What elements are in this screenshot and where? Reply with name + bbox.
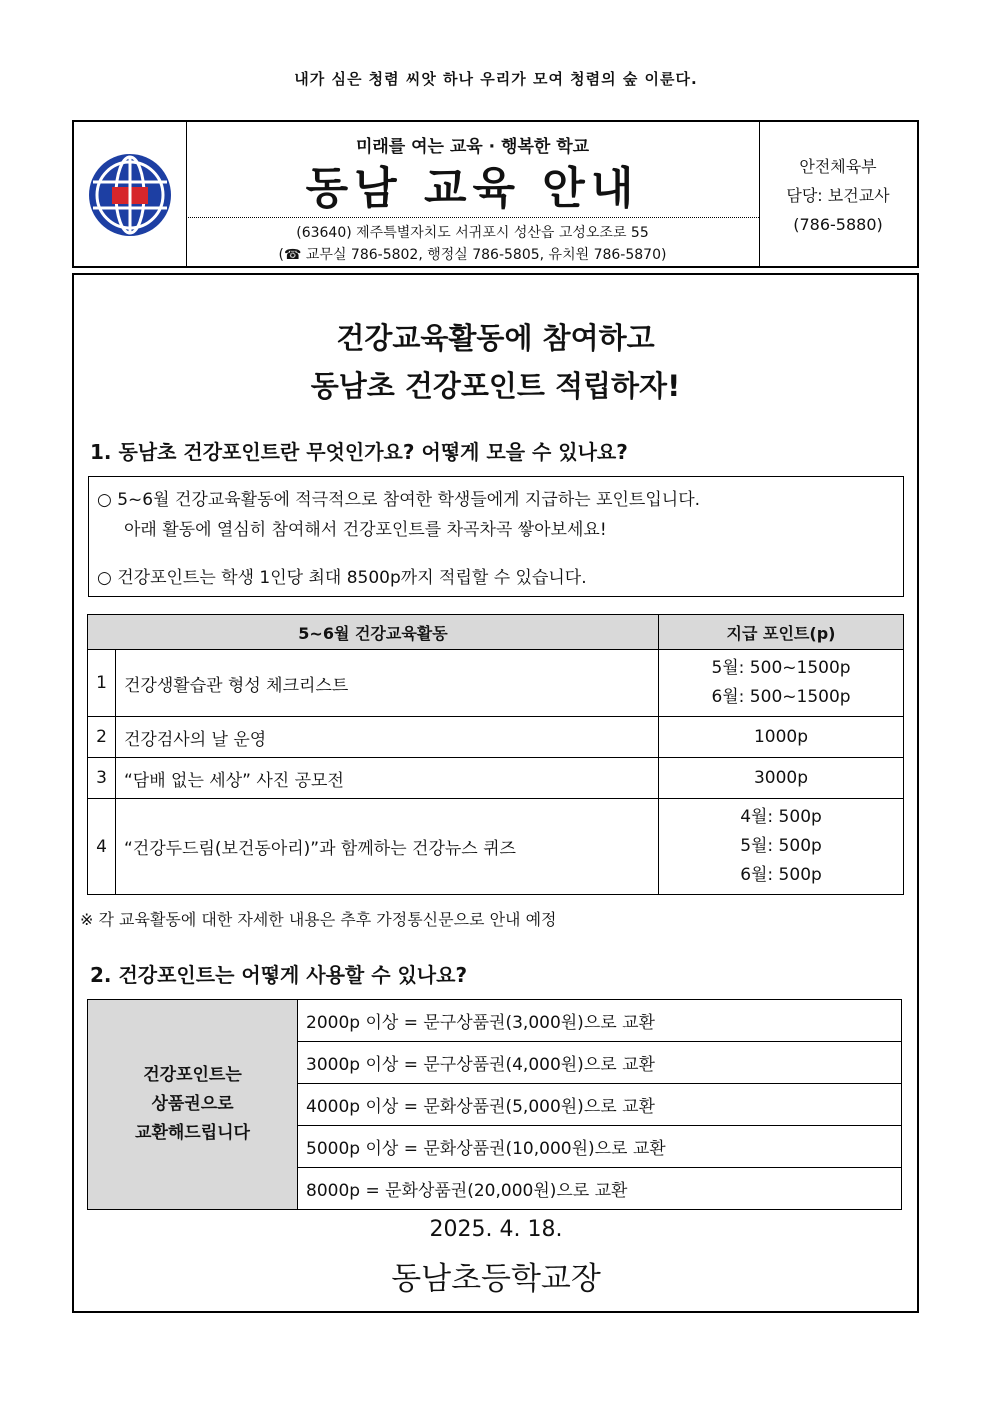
activity-points: 1000p <box>659 717 904 758</box>
activity-name: 건강검사의 날 운영 <box>116 717 659 758</box>
exchange-option: 3000p 이상 = 문구상품권(4,000원)으로 교환 <box>298 1042 902 1084</box>
row-number: 4 <box>88 799 116 895</box>
exchange-label: 건강포인트는 상품권으로 교환해드립니다 <box>88 1000 298 1210</box>
issue-date: 2025. 4. 18. <box>429 1217 563 1242</box>
table-row <box>88 717 904 758</box>
slogan: 미래를 여는 교육 · 행복한 학교 <box>355 137 590 157</box>
row-number: 3 <box>88 758 116 799</box>
column-header: 지급 포인트(p) <box>659 615 904 650</box>
address: (63640) 제주특별자치도 서귀포시 성산읍 고성오조로 55 <box>296 225 649 241</box>
exchange-option: 2000p 이상 = 문구상품권(3,000원)으로 교환 <box>298 1000 902 1042</box>
exchange-option: 5000p 이상 = 문화상품권(10,000원)으로 교환 <box>298 1126 902 1168</box>
activity-points: 5월: 500~1500p 6월: 500~1500p <box>659 650 904 717</box>
department: 안전체육부 <box>799 157 877 176</box>
logo-cell <box>74 122 187 268</box>
activity-name: “건강두드림(보건동아리)”과 함께하는 건강뉴스 퀴즈 <box>116 799 659 895</box>
table-row <box>88 799 904 895</box>
activity-table <box>87 614 904 895</box>
info-line: 아래 활동에 열심히 참여해서 건강포인트를 차곡차곡 쌓아보세요! <box>124 520 607 540</box>
contact-info <box>759 122 917 268</box>
table-row <box>88 650 904 717</box>
activity-name: “담배 없는 세상” 사진 공모전 <box>116 758 659 799</box>
footnote: ※ 각 교육활동에 대한 자세한 내용은 추후 가정통신문으로 안내 예정 <box>80 910 557 929</box>
info-line: ○ 5~6월 건강교육활동에 적극적으로 참여한 학생들에게 지급하는 포인트입니다. <box>97 490 701 510</box>
exchange-option: 4000p 이상 = 문화상품권(5,000원)으로 교환 <box>298 1084 902 1126</box>
exchange-table <box>87 999 902 1210</box>
section-1-heading: 1. 동남초 건강포인트란 무엇인가요? 어떻게 모을 수 있나요? <box>90 440 628 464</box>
column-header: 5~6월 건강교육활동 <box>88 615 659 650</box>
section-2-heading: 2. 건강포인트는 어떻게 사용할 수 있나요? <box>90 963 468 987</box>
table-row <box>88 1000 902 1042</box>
school-logo-icon <box>74 122 186 268</box>
notice-title-line1: 건강교육활동에 참여하고 <box>336 321 655 355</box>
contact-phone: (786-5880) <box>793 215 883 234</box>
page-title: 동남 교육 안내 <box>305 163 640 214</box>
row-number: 1 <box>88 650 116 717</box>
letterhead <box>72 120 919 268</box>
info-line: ○ 건강포인트는 학생 1인당 최대 8500p까지 적립할 수 있습니다. <box>97 568 587 588</box>
signer: 동남초등학교장 <box>391 1261 601 1297</box>
row-number: 2 <box>88 717 116 758</box>
activity-points: 3000p <box>659 758 904 799</box>
activity-points: 4월: 500p 5월: 500p 6월: 500p <box>659 799 904 895</box>
notice-title-line2: 동남초 건강포인트 적립하자! <box>310 369 681 403</box>
phone-numbers: (☎ 교무실 786-5802, 행정실 786-5805, 유치원 786-5870) <box>278 247 667 263</box>
address-block <box>186 222 759 266</box>
table-row <box>88 758 904 799</box>
contact-person: 담당: 보건교사 <box>786 186 890 205</box>
exchange-option: 8000p = 문화상품권(20,000원)으로 교환 <box>298 1168 902 1210</box>
table-header-row <box>88 615 904 650</box>
header-center <box>186 122 760 268</box>
activity-name: 건강생활습관 형성 체크리스트 <box>116 650 659 717</box>
motto: 내가 심은 청렴 씨앗 하나 우리가 모여 청렴의 숲 이룬다. <box>294 70 698 88</box>
info-box <box>88 476 904 597</box>
